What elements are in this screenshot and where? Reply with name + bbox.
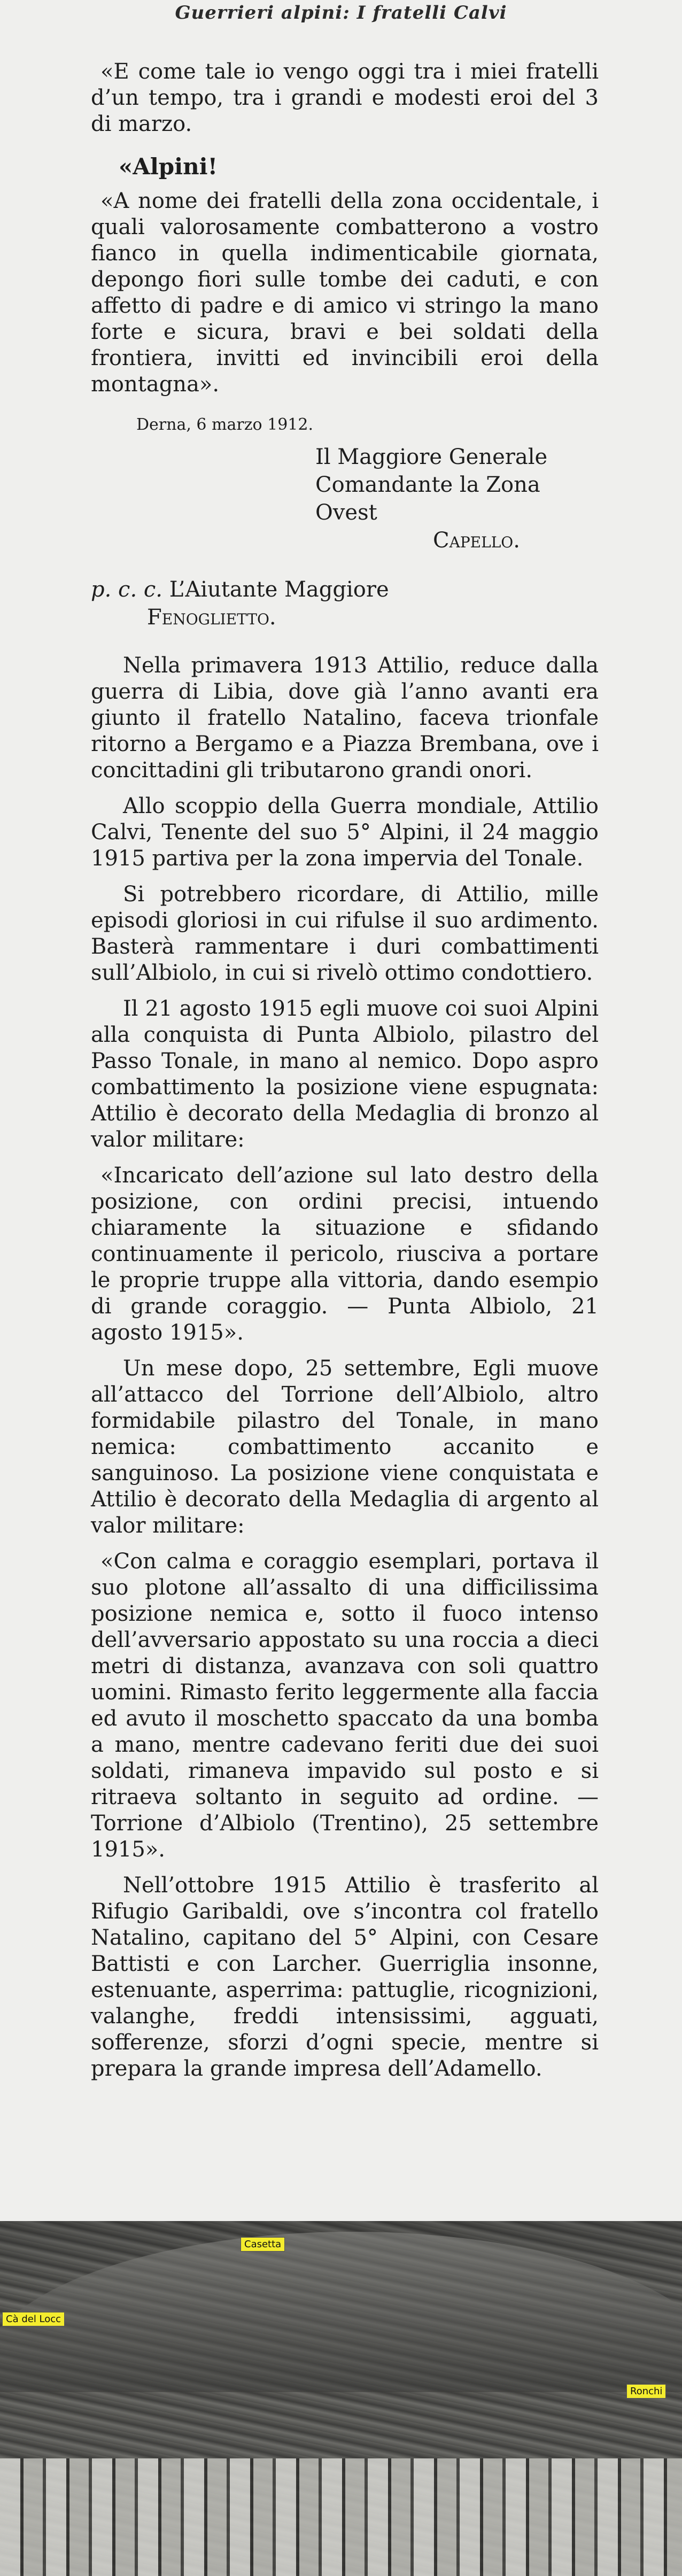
pcc-block (91, 576, 599, 631)
paragraph: Si potrebbero ricordare, di Attilio, mille episodi gloriosi in cui rifulse il suo ardimento. Basterà rammentare i duri combattimenti sull’Albiolo, in cui si rivelò ottimo condottiero. (91, 882, 599, 985)
salutation: «Alpini! (119, 153, 218, 180)
photo-label-middle: Casetta (241, 2237, 285, 2252)
pcc-text: L’Aiutante Maggiore (169, 577, 389, 602)
paragraph: Nell’ottobre 1915 Attilio è trasferito al Rifugio Garibaldi, ove s’incontra col fratello Natalino, capitano del 5° Alpini, con Cesare Battisti e con Larcher. Guerriglia insonne, estenuante, asperrima: pattuglie, ricognizioni, valanghe, freddi intensissimi, agguati, sofferenze, sforzi d’ogni specie, mentre si prepara la grande impresa dell’Adamello. (91, 1873, 599, 2081)
signature-block (91, 443, 599, 554)
paragraph: Allo scoppio della Guerra mondiale, Attilio Calvi, Tenente del suo 5° Alpini, il 24 maggio 1915 partiva per la zona impervia del Tonale. (91, 794, 599, 871)
dateline: Derna, 6 marzo 1912. (136, 415, 314, 434)
signature-line: Il Maggiore Generale (315, 445, 548, 469)
signature-name: Capello. (433, 528, 520, 553)
paragraph: Nella primavera 1913 Attilio, reduce dalla guerra di Libia, dove già l’anno avanti era giunto il fratello Natalino, faceva trionfale ritorno a Bergamo e a Piazza Brembana, ove i concittadini gli tributarono grandi onori. (91, 653, 599, 783)
running-header: Guerrieri alpini: I fratelli Calvi (175, 2, 507, 24)
signature-line: Comandante la Zona Ovest (315, 473, 540, 525)
pcc-prefix: p. c. c. (91, 577, 162, 602)
photo-label-right: Ronchi (626, 2384, 666, 2399)
body-text (91, 59, 599, 2092)
village-buildings (0, 2458, 682, 2576)
paragraph: «A nome dei fratelli della zona occidentale, i quali valorosamente combatterono a vostro fianco in quella indimenticabile giornata, depongo fiori sulle tombe dei caduti, e con affetto di padre e di amico vi stringo la mano forte e sicura, bravi e bei soldati della frontiera, invitti ed invincibili eroi della montagna». (91, 189, 599, 397)
citation: «Incaricato dell’azione sul lato destro della posizione, con ordini precisi, intuendo chiaramente la situazione e sfidando continuamente il pericolo, riusciva a portare le proprie truppe alla vittoria, dando esempio di grande coraggio. — Punta Albiolo, 21 agosto 1915». (91, 1163, 599, 1345)
village-photo (0, 2221, 682, 2576)
pcc-name: Fenoglietto. (147, 605, 276, 630)
citation: «Con calma e coraggio esemplari, portava il suo plotone all’assalto di una difficilissima posizione nemica e, sotto il fuoco intenso dell’avversario appostato su una roccia a dieci metri di distanza, avanzava con soli quattro uomini. Rimasto ferito leggermente alla faccia ed avuto il moschetto spaccato da una bomba a mano, mentre cadevano feriti due dei suoi soldati, rimaneva impavido sul posto e si ritraeva soltanto in seguito ad ordine. — Torrione d’Albiolo (Trentino), 25 settembre 1915». (91, 1549, 599, 1862)
paragraph: «E come tale io vengo oggi tra i miei fratelli d’un tempo, tra i grandi e modesti eroi del 3 di marzo. (91, 59, 599, 136)
paragraph: Il 21 agosto 1915 egli muove coi suoi Alpini alla conquista di Punta Albiolo, pilastro del Passo Tonale, in mano al nemico. Dopo aspro combattimento la posizione viene espugnata: Attilio è decorato della Medaglia di bronzo al valor militare: (91, 996, 599, 1152)
mountain-slope (0, 2232, 682, 2392)
paragraph: Un mese dopo, 25 settembre, Egli muove all’attacco del Torrione dell’Albiolo, altro formidabile pilastro del Tonale, in mano nemica: combattimento accanito e sanguinoso. La posizione viene conquistata e Attilio è decorato della Medaglia di argento al valor militare: (91, 1356, 599, 1538)
photo-label-left: Cà del Locc (2, 2312, 65, 2326)
